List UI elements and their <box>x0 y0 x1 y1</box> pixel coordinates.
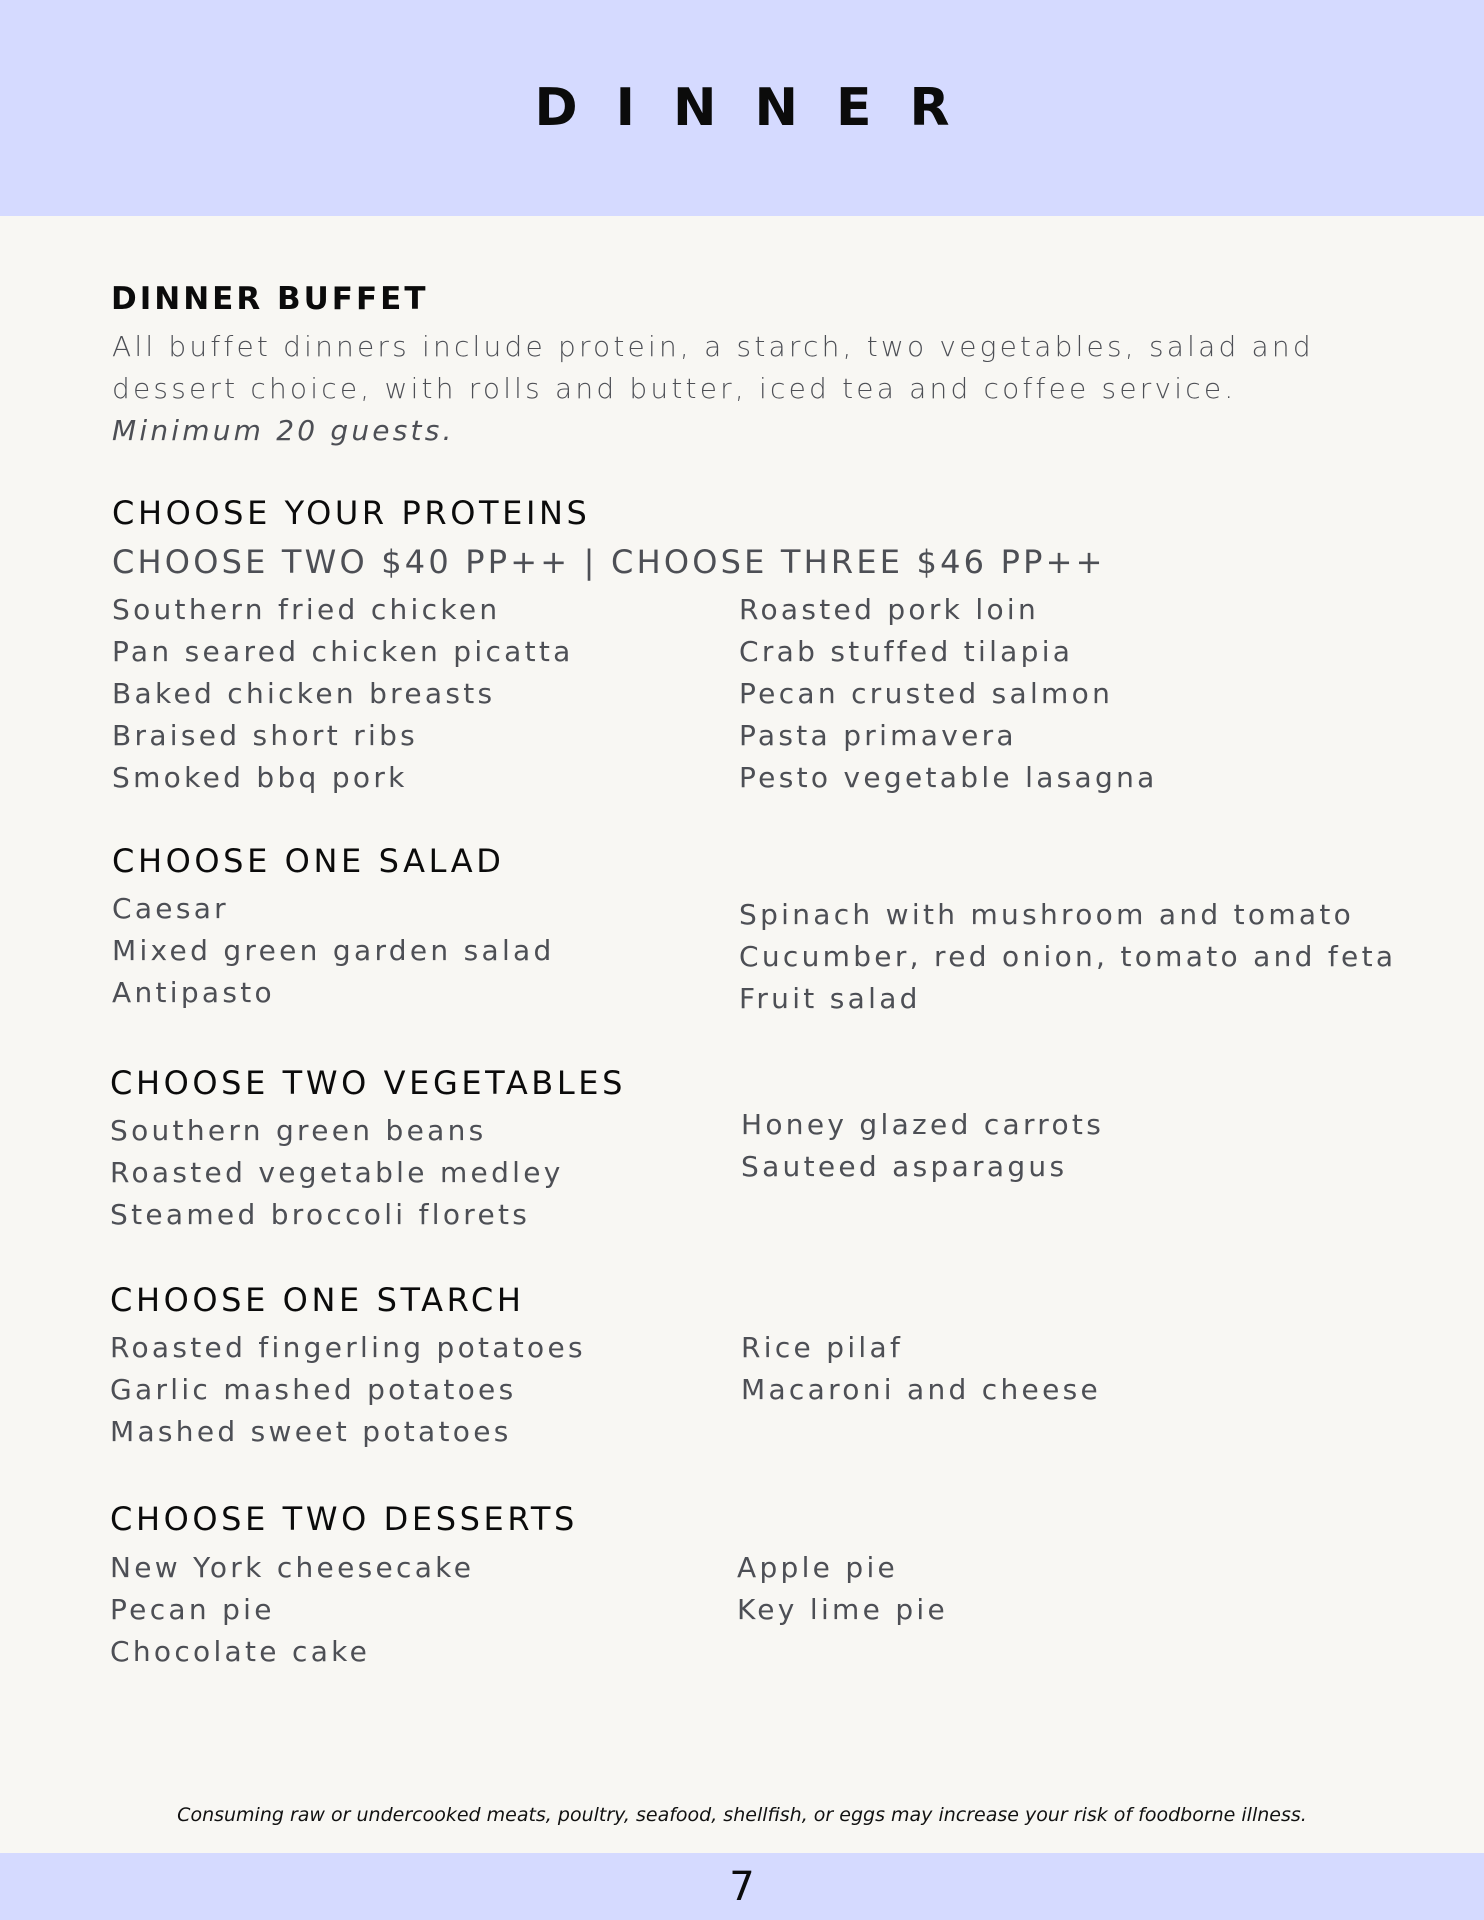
starch-list-right <box>741 1327 1101 1411</box>
list-item: Mashed sweet potatoes <box>110 1415 512 1448</box>
page-number: 7 <box>729 1864 755 1910</box>
vegetables-list-right <box>741 1104 1104 1188</box>
list-item: Southern green beans <box>110 1114 487 1147</box>
page-title: DINNER <box>534 78 988 138</box>
list-item: Caesar <box>112 892 229 925</box>
list-item: Fruit salad <box>739 982 921 1015</box>
list-item: Antipasto <box>112 976 275 1009</box>
list-item: Sauteed asparagus <box>741 1150 1068 1183</box>
list-item: Spinach with mushroom and tomato <box>739 898 1355 931</box>
list-item: Mixed green garden salad <box>112 934 555 967</box>
foodborne-illness-disclaimer: Consuming raw or undercooked meats, poultry, seafood, shellfish, or eggs may increase your risk of foodborne illness. <box>177 1804 1307 1826</box>
list-item: Chocolate cake <box>110 1635 371 1668</box>
proteins-list-left <box>112 589 574 799</box>
list-item: Cucumber, red onion, tomato and feta <box>739 940 1397 973</box>
list-item: Roasted vegetable medley <box>110 1156 564 1189</box>
list-item: Pecan pie <box>110 1593 275 1626</box>
list-item: Rice pilaf <box>741 1331 904 1364</box>
list-item: Pasta primavera <box>739 719 1017 752</box>
list-item: Pecan crusted salmon <box>739 677 1114 710</box>
list-item: Key lime pie <box>737 1593 949 1626</box>
desserts-list-left <box>110 1547 474 1673</box>
salad-list-right <box>739 894 1396 1020</box>
buffet-description: All buffet dinners include protein, a starch, two vegetables, salad and dessert choice, with rolls and butter, iced tea and coffee service. <box>112 330 1314 405</box>
proteins-pricing: CHOOSE TWO $40 PP++ | CHOOSE THREE $46 PP++ <box>112 543 1106 581</box>
list-item: Baked chicken breasts <box>112 677 496 710</box>
list-item: Apple pie <box>737 1551 899 1584</box>
salad-list-left <box>112 888 555 1014</box>
list-item: Braised short ribs <box>112 719 419 752</box>
list-item: Roasted pork loin <box>739 593 1040 626</box>
list-item: Crab stuffed tilapia <box>739 635 1074 668</box>
vegetables-list-left <box>110 1110 564 1236</box>
desserts-list-right <box>737 1547 948 1631</box>
list-item: Pan seared chicken picatta <box>112 635 574 668</box>
list-item: Steamed broccoli florets <box>110 1198 531 1231</box>
salad-heading: CHOOSE ONE SALAD <box>112 842 505 880</box>
vegetables-heading: CHOOSE TWO VEGETABLES <box>110 1064 627 1102</box>
starch-list-left <box>110 1327 586 1453</box>
minimum-guests-note: Minimum 20 guests. <box>112 414 455 447</box>
list-item: Pesto vegetable lasagna <box>739 761 1158 794</box>
list-item: Garlic mashed potatoes <box>110 1373 517 1406</box>
desserts-heading: CHOOSE TWO DESSERTS <box>110 1500 578 1538</box>
list-item: Smoked bbq pork <box>112 761 408 794</box>
dinner-buffet-heading: DINNER BUFFET <box>111 281 429 317</box>
list-item: Southern fried chicken <box>112 593 501 626</box>
list-item: Macaroni and cheese <box>741 1373 1102 1406</box>
proteins-heading: CHOOSE YOUR PROTEINS <box>112 494 591 532</box>
starch-heading: CHOOSE ONE STARCH <box>110 1281 525 1319</box>
list-item: Roasted fingerling potatoes <box>110 1331 586 1364</box>
list-item: Honey glazed carrots <box>741 1108 1105 1141</box>
proteins-list-right <box>739 589 1158 799</box>
list-item: New York cheesecake <box>110 1551 475 1584</box>
